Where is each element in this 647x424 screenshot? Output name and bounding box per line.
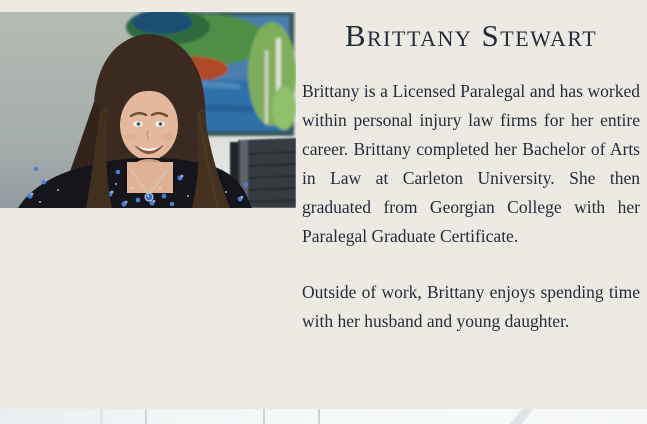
bio-paragraph-career: Brittany is a Licensed Paralegal and has worked within personal injury law firms for her entire career. Brittany completed her Bachelor of Arts in Law at Carleton University. She then graduated from Georgian College with her Paralegal Graduate Certificate. xyxy=(302,80,640,246)
window-mullion xyxy=(318,409,320,424)
portrait-illustration xyxy=(0,12,296,208)
bio-content xyxy=(302,0,640,336)
window-mullion xyxy=(100,409,103,424)
profile-name: Brittany Stewart xyxy=(344,18,598,53)
diagonal-highlight xyxy=(506,409,534,424)
profile-photo xyxy=(0,12,296,208)
window-mullion xyxy=(145,409,147,424)
next-section-image-edge xyxy=(0,409,647,424)
window-mullion xyxy=(263,409,265,424)
bio-paragraph-personal: Outside of work, Brittany enjoys spending time with her husband and young daughter. xyxy=(302,281,640,331)
